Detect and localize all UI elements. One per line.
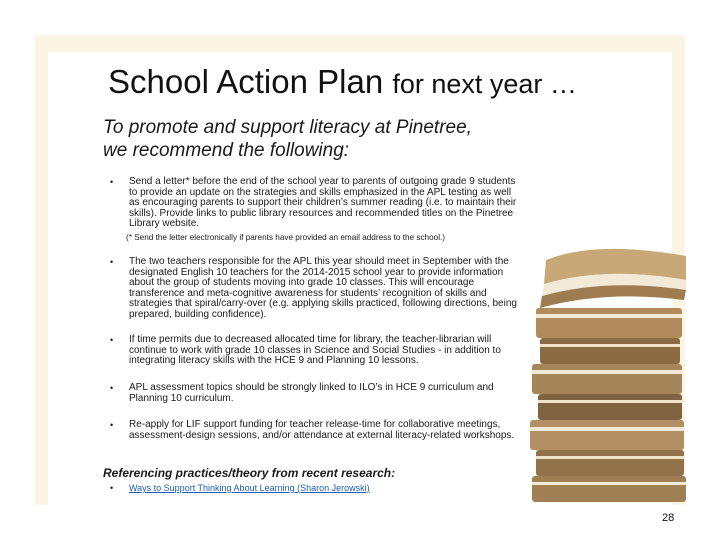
- footnote-send-electronically: (* Send the letter electronically if parents have provided an email address to the school.): [126, 233, 446, 242]
- bullet-text: The two teachers responsible for the APL this year should meet in September with the designated English 10 teachers for the 2014-2015 school year to provide information about the group of students moving into grade 10 classes. This will encourage transference and meta-cognitive awareness for students’ recognition of skills and strategies that spiral/carry-over (e.g. applying skills practiced, following directions, being prepared, building confidence).: [129, 256, 517, 320]
- bullet-text: If time permits due to decreased allocated time for library, the teacher-librarian will continue to work with grade 10 classes in Science and Social Studies - in addition to integrating literacy skills with the HCE 9 and Planning 10 lessons.: [129, 334, 501, 367]
- slide-title-main: School Action Plan: [108, 63, 384, 100]
- subtitle-line-1: To promote and support literacy at Pinetree,: [103, 117, 472, 138]
- subtitle-line-2: we recommend the following:: [103, 140, 350, 161]
- bullet-item-teacher-meeting: [110, 257, 520, 321]
- bullet-marker: •: [110, 420, 114, 430]
- slide-subtitle: [103, 116, 583, 162]
- reference-link[interactable]: Ways to Support Thinking About Learning (Sharon Jerowski): [129, 483, 370, 493]
- bullet-marker: •: [110, 177, 114, 187]
- book-8: [532, 476, 686, 502]
- slide-title: [108, 62, 668, 104]
- bullet-marker: •: [110, 257, 114, 267]
- book-3: [540, 338, 680, 364]
- bullet-text: Send a letter* before the end of the school year to parents of outgoing grade 9 students to provide an update on the strategies and skills emphasized in the APL testing as well as encouraging parents to support their children’s summer reading (i.e. to maintain their skills). Provide links to public library resources and recommended titles on the Pinetree Library website.: [129, 176, 517, 230]
- page-number: 28: [662, 512, 675, 524]
- references-heading: Referencing practices/theory from recent research:: [103, 466, 396, 480]
- stack-of-old-books-icon: [526, 220, 690, 504]
- bullet-text: APL assessment topics should be strongly linked to ILO’s in HCE 9 curriculum and Planning 10 curriculum.: [129, 382, 494, 404]
- book-5: [538, 394, 682, 420]
- book-4: [532, 364, 682, 394]
- bullet-item-lif-funding: [110, 420, 520, 441]
- bullet-item-library-time: [110, 335, 520, 367]
- book-2: [536, 308, 682, 338]
- book-top: [540, 249, 686, 308]
- slide-title-suffix: for next year …: [392, 69, 577, 99]
- bullet-item-send-letter: [110, 177, 520, 230]
- book-6: [530, 420, 684, 450]
- bullet-marker: •: [110, 335, 114, 345]
- bullet-item-apl-assessment: [110, 383, 520, 404]
- bullet-marker: •: [110, 383, 114, 393]
- book-7: [536, 450, 684, 476]
- bullet-text: Re-apply for LIF support funding for teacher release-time for collaborative meetings, assessment-design sessions, and/or attendance at external literacy-related workshops.: [129, 419, 515, 441]
- bullet-marker: •: [110, 483, 114, 493]
